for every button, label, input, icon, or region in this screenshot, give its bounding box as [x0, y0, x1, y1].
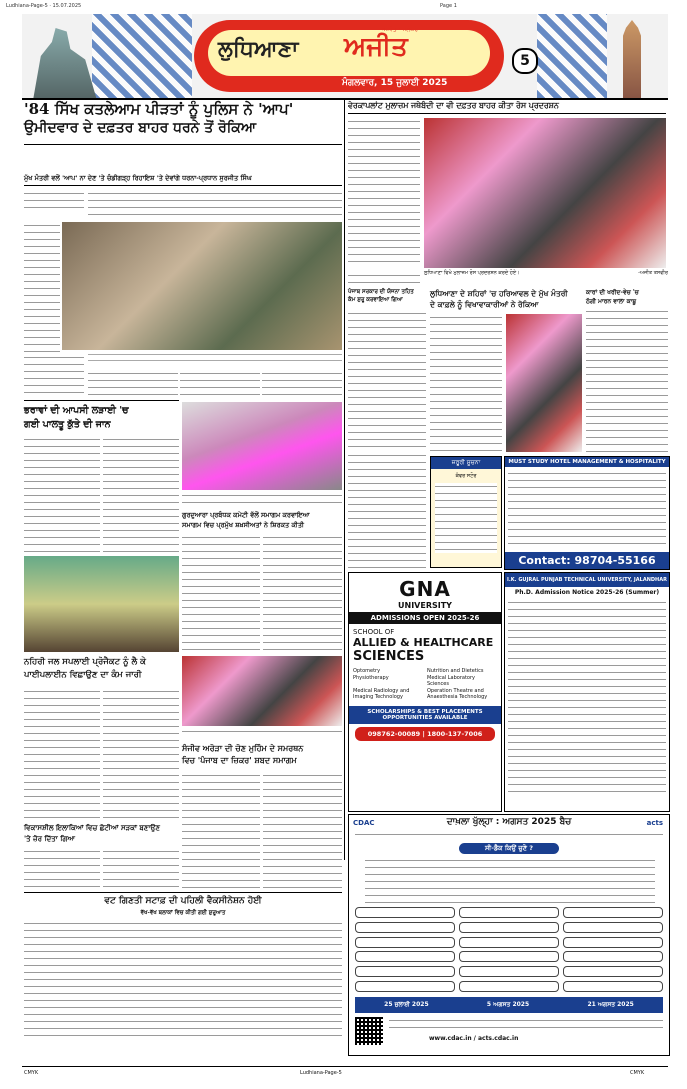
gna-allied: ALLIED & HEALTHCARE	[353, 636, 494, 649]
cdac-date: 25 ਜੁਲਾਈ 2025	[384, 1001, 429, 1008]
mid-left-headline	[348, 288, 426, 304]
masthead	[22, 14, 668, 100]
lead-text-col1-top	[24, 190, 84, 212]
mid-left-headline-line2: ਕੰਮ ਸ਼ੁਰੂ ਕਰਵਾਇਆ ਗਿਆ	[348, 297, 403, 303]
census-kicker: ਵੱਖ-ਵੱਖ ਬਲਾਕਾਂ ਵਿਚ ਕੀਤੀ ਗਈ ਸ਼ੁਰੂਆਤ	[140, 910, 226, 916]
leaders-headline-line1: ਲੁਧਿਆਣਾ ਦੇ ਸ਼ਹਿਰਾਂ 'ਚ ਹਰਿਆਵਲ ਦੇ ਮੁੱਖ ਮੰਤਰੀ	[430, 289, 568, 298]
gna-course: Optometry	[353, 668, 381, 674]
cdac-date: 21 ਅਗਸਤ 2025	[587, 1001, 634, 1008]
hospitality-banner: MUST STUDY HOTEL MANAGEMENT & HOSPITALITY	[505, 457, 669, 467]
pattern-right	[537, 14, 607, 98]
gna-course: Nutrition and Dietetics	[427, 668, 484, 674]
center-mid-headline-line1: ਗੁਰਦੁਆਰਾ ਪ੍ਰਬੰਧਕ ਕਮੇਟੀ ਵੱਲੋਂ ਸਮਾਗਮ ਕਰਵਾਇਆ	[182, 511, 310, 519]
cdac-brand: CDAC	[353, 819, 375, 827]
center-mid-text-col1	[182, 534, 260, 654]
gna-course: Operation Theatre and Anaesthesia Technology	[427, 688, 488, 700]
event-photo-caption	[182, 728, 342, 738]
right-lead-text-end	[348, 272, 420, 284]
gna-phone[interactable]: 098762-00089 | 1800-137-7006	[355, 727, 495, 741]
sewer-headline-line1: ਨਹਿਰੀ ਜਲ ਸਪਲਾਈ ਪ੍ਰੋਜੈਕਟ ਨੂੰ ਲੈ ਕੇ	[24, 657, 146, 667]
lead-photo	[62, 222, 342, 350]
qr-code[interactable]	[355, 1017, 383, 1045]
dog-headline	[24, 404, 179, 432]
gna-course: Physiotherapy	[353, 675, 389, 681]
lead-text-c3	[180, 370, 260, 398]
lead-headline	[24, 100, 342, 138]
sewer-text-col1	[24, 688, 100, 818]
masthead-logo	[194, 20, 504, 92]
gna-course: Medical Laboratory Sciences	[427, 675, 475, 687]
census-headline: ਵਟ ਗਿਣਤੀ ਸਟਾਫ਼ ਦੀ ਪਹਿਲੀ ਵੈਕਸੀਨੇਸ਼ਨ ਹੋਈ	[104, 896, 262, 906]
gna-name: GNA	[399, 577, 451, 601]
masthead-tagline: ਅਜੀਤ · ਜਲੰਧਰ	[382, 26, 418, 33]
cdac-why: ਸੀ-ਡੈਕ ਕਿਉਂ ਚੁਣੋ ?	[459, 843, 559, 854]
event-photo	[182, 656, 342, 726]
sewer-headline	[24, 656, 179, 682]
lead-text-c2	[88, 370, 178, 398]
print-slug	[0, 0, 687, 14]
dog-headline-line2: ਗਈ ਪਾਲਤੂ ਕੁੱਤੇ ਦੀ ਜਾਨ	[24, 419, 111, 430]
right-lead-credit: -ਅਜੀਤ ਤਸਵੀਰ	[638, 270, 668, 276]
small-ad	[430, 456, 502, 568]
center-mid-text-col2	[263, 534, 342, 654]
ptu-ad	[504, 572, 670, 812]
lead-headline-line2: ਉਮੀਦਵਾਰ ਦੇ ਦਫ਼ਤਰ ਬਾਹਰ ਧਰਨੇ ਤੋਂ ਰੋਕਿਆ	[24, 120, 257, 136]
dog-headline-line1: ਭਰਾਵਾਂ ਦੀ ਆਪਸੀ ਲੜਾਈ 'ਚ	[24, 405, 129, 416]
gna-sciences: SCIENCES	[353, 649, 425, 664]
gna-school: SCHOOL OF	[353, 628, 395, 636]
lead-text-c4	[262, 370, 342, 398]
sewer-photo	[24, 556, 179, 652]
campaign-headline	[182, 742, 342, 766]
hospitality-contact: Contact: 98704-55166	[505, 552, 669, 569]
masthead-date: ਮੰਗਲਵਾਰ, 15 ਜੁਲਾਈ 2025	[342, 78, 448, 88]
small-ad-title: ਜ਼ਰੂਰੀ ਸੂਚਨਾ	[431, 457, 501, 469]
masthead-city: ਲੁਧਿਆਣਾ	[218, 36, 299, 62]
small-ad-sub: ਕੰਵਰ ਸਟੋਰ	[455, 473, 477, 479]
center-mid-headline-line2: ਸਮਾਗਮ ਵਿਚ ਪ੍ਰਮੁੱਖ ਸ਼ਖ਼ਸੀਅਤਾਂ ਨੇ ਸ਼ਿਰਕਤ ਕੀਤੀ	[182, 521, 304, 529]
lead-text-top	[88, 190, 342, 220]
gna-courses	[353, 668, 497, 700]
lead-text-col1-bottom	[24, 354, 84, 396]
mid-left-text-2	[348, 452, 426, 568]
clock-tower-photo	[602, 20, 662, 98]
dog-text-col1	[24, 436, 100, 552]
page-number: 5	[512, 48, 538, 74]
cdac-course-grid	[355, 907, 663, 993]
campaign-text-col1	[182, 772, 260, 888]
gna-scholarships: SCHOLARSHIPS & BEST PLACEMENTS OPPORTUNITIES AVAILABLE	[349, 706, 501, 724]
gna-course: Medical Radiology and Imaging Technology	[353, 688, 410, 700]
center-mid-headline	[182, 510, 342, 530]
leaders-headline-line2: ਦੇ ਕਾਫ਼ਲੇ ਨੂੰ ਵਿਖਾਵਾਕਾਰੀਆਂ ਨੇ ਰੋਕਿਆ	[430, 300, 539, 309]
campaign-text-col2	[263, 772, 342, 888]
center-photo	[182, 402, 342, 490]
lead-headline-line1: '84 ਸਿੱਖ ਕਤਲੇਆਮ ਪੀੜਤਾਂ ਨੂੰ ਪੁਲਿਸ ਨੇ 'ਆਪ'	[24, 100, 294, 118]
campaign-headline-line2: ਵਿਚ 'ਪੰਜਾਬ ਦਾ ਜ਼ਿਕਰ' ਸ਼ਬਦ ਸਮਾਗਮ	[182, 755, 297, 765]
right-mid-headline-line2: ਠੱਗੀ ਮਾਰਨ ਵਾਲਾ ਕਾਬੂ	[586, 298, 637, 305]
cdac-brand-acts: acts	[646, 819, 663, 827]
cdac-website[interactable]: www.cdac.in / acts.cdac.in	[429, 1035, 519, 1042]
ptu-name: I.K. GUJRAL PUNJAB TECHNICAL UNIVERSITY, JALANDHAR	[505, 573, 669, 587]
gna-university: UNIVERSITY	[398, 601, 452, 610]
students-text-col2	[103, 848, 179, 888]
students-headline	[24, 822, 179, 844]
sewer-text-col2	[103, 688, 179, 818]
print-slug-left: Ludhiana-Page-5 · 15.07.2025	[6, 3, 82, 9]
print-slug-right: Page 1	[440, 3, 457, 9]
hospitality-ad	[504, 456, 670, 570]
leaders-headline	[430, 288, 580, 310]
campaign-headline-line1: ਸੰਜੀਵ ਅਰੋੜਾ ਦੀ ਚੋਣ ਮੁਹਿੰਮ ਦੇ ਸਮਰਥਨ	[182, 743, 304, 753]
ptu-notice: Ph.D. Admission Notice 2025-26 (Summer)	[514, 589, 660, 596]
lead-kicker: ਮੁੱਖ ਮੰਤਰੀ ਵਲੋਂ 'ਆਪ' ਨਾ ਦੇਣ 'ਤੇ ਚੰਡੀਗੜ੍ਹ ਰਿਹਾਇਸ਼ 'ਤੇ ਦੇਵਾਂਗੇ ਧਰਨਾ-ਪ੍ਰਧਾਨ ਸੁਰਜੀਤ ਸਿੰਘ	[24, 174, 342, 186]
students-headline-line2: 'ਤੇ ਜ਼ੋਰ ਦਿੱਤਾ ਗਿਆ	[24, 834, 75, 843]
right-mid-text	[586, 308, 668, 454]
right-lead-headline: ਵੇਰਕਾਪਲਾਂਟ ਮੁਲਾਜ਼ਮ ਜਥੇਬੰਦੀ ਦਾ ਵੀ ਦਫ਼ਤਰ ਬਾਹਰ ਕੀਤਾ ਰੋਸ ਪ੍ਰਦਰਸ਼ਨ	[348, 100, 666, 114]
footer-left: CMYK	[24, 1070, 39, 1076]
cdac-dates	[355, 997, 663, 1013]
footer-center: Ludhiana-Page-5	[300, 1070, 342, 1076]
right-mid-headline	[586, 288, 668, 306]
lead-photo-caption	[88, 352, 342, 366]
right-mid-headline-line1: ਕਾਰਾਂ ਦੀ ਖਰੀਦ-ਵੇਚ 'ਚ	[586, 289, 639, 296]
students-headline-line1: ਵਿਕਾਸਸ਼ੀਲ ਇਲਾਕਿਆਂ ਵਿਚ ਛੋਟੀਆਂ ਸੜਕਾਂ ਬਣਾਉਣ	[24, 823, 160, 832]
census-text	[24, 920, 342, 1040]
leaders-photo	[506, 314, 582, 452]
cdac-ad	[348, 814, 670, 1056]
right-lead-text	[348, 118, 420, 268]
leaders-text	[430, 314, 502, 452]
right-lead-photo	[424, 118, 666, 268]
students-text-col1	[24, 848, 100, 888]
right-lead-caption: ਲੁਧਿਆਣਾ ਵਿਖੇ ਮੁਲਾਜ਼ਮ ਰੋਸ ਪ੍ਰਦਰਸ਼ਨ ਕਰਦੇ ਹੋਏ।	[424, 270, 520, 276]
sewer-headline-line2: ਪਾਈਪਲਾਈਨ ਵਿਛਾਉਣ ਦਾ ਕੰਮ ਜਾਰੀ	[24, 670, 142, 680]
footer-right: CMYK	[630, 1070, 645, 1076]
lead-text-col1	[24, 222, 60, 352]
gna-admissions: ADMISSIONS OPEN 2025-26	[349, 612, 501, 624]
masthead-paper: ਅਜੀਤ	[344, 32, 408, 62]
cdac-headline: ਦਾਖ਼ਲਾ ਖੁੱਲ੍ਹਾ : ਅਗਸਤ 2025 ਬੈਚ	[446, 817, 572, 827]
statue-photo	[26, 28, 100, 98]
gna-ad	[348, 572, 502, 812]
cdac-date: 5 ਅਗਸਤ 2025	[486, 1001, 530, 1008]
pattern-left	[92, 14, 192, 98]
mid-left-text	[348, 310, 426, 448]
mid-left-headline-line1: ਪੰਜਾਬ ਸਰਕਾਰ ਦੀ ਯੋਜਨਾ ਤਹਿਤ	[348, 289, 414, 295]
center-photo-caption	[182, 492, 342, 506]
dog-text-col2	[103, 436, 179, 552]
